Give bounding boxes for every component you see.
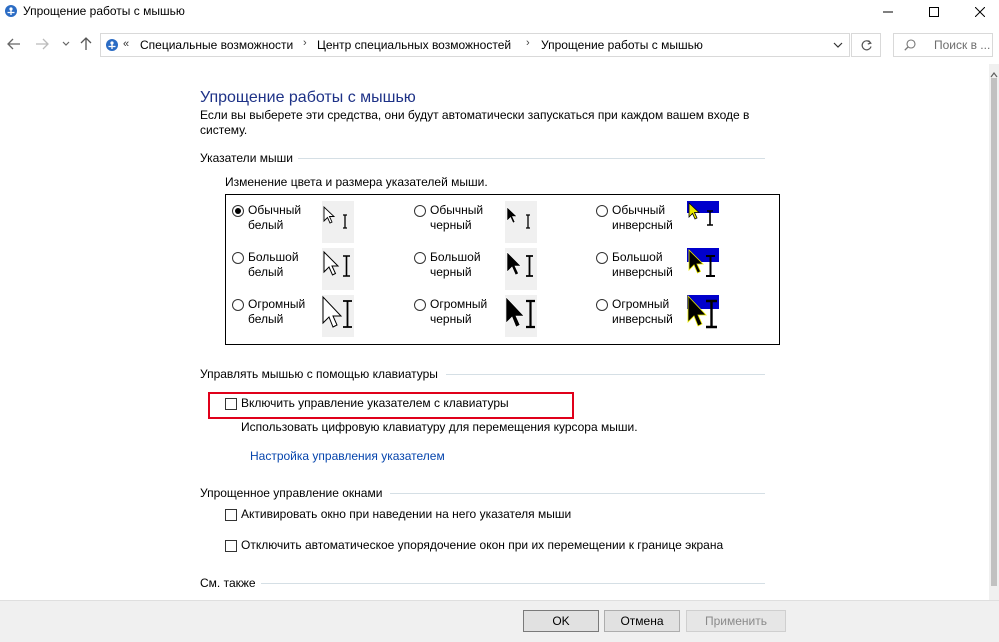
option-label: белый	[248, 265, 284, 279]
prevent-snap-checkbox-label[interactable]: Отключить автоматическое упорядочение окон при их перемещении к границе экрана	[241, 538, 724, 552]
option-label: черный	[430, 218, 472, 232]
page-title: Упрощение работы с мышью	[200, 89, 416, 106]
cursor-icon	[505, 248, 537, 290]
radio-button[interactable]	[232, 299, 244, 311]
option-label: Огромный	[612, 297, 670, 311]
breadcrumb-ease-of-access-center[interactable]: Центр специальных возможностей	[317, 38, 512, 52]
option-label: инверсный	[612, 312, 673, 326]
hover-activate-checkbox-label[interactable]: Активировать окно при наведении на него указателя мыши	[241, 507, 572, 521]
control-panel-icon	[105, 38, 119, 52]
radio-normal-inverse[interactable]	[596, 203, 684, 233]
option-label: Обычный	[430, 203, 484, 217]
radio-normal-black[interactable]	[414, 203, 502, 233]
cursor-preview-large-white	[322, 248, 354, 290]
option-label: Огромный	[248, 297, 306, 311]
back-button[interactable]	[6, 36, 22, 52]
scrollbar-thumb[interactable]	[991, 78, 997, 586]
option-label: инверсный	[612, 218, 673, 232]
cursor-icon	[505, 201, 537, 243]
option-label: Большой	[612, 250, 663, 264]
cursor-preview-huge-black	[505, 295, 537, 337]
section-divider	[298, 158, 765, 159]
radio-large-black[interactable]	[414, 250, 502, 280]
section-heading-see-also: См. также	[200, 576, 256, 590]
maximize-button[interactable]	[911, 0, 957, 24]
prevent-snap-checkbox[interactable]	[225, 540, 237, 552]
breadcrumb-accessibility[interactable]: Специальные возможности	[140, 38, 294, 52]
apply-button[interactable]: Применить	[686, 610, 786, 632]
recent-locations-button[interactable]	[58, 36, 74, 52]
radio-huge-inverse[interactable]	[596, 297, 684, 327]
forward-button[interactable]	[34, 36, 50, 52]
cursor-icon	[687, 295, 719, 337]
up-button[interactable]	[78, 36, 94, 52]
cursor-icon	[322, 295, 354, 337]
address-dropdown-button[interactable]	[833, 39, 843, 49]
vertical-scrollbar[interactable]	[989, 64, 999, 600]
radio-large-white[interactable]	[232, 250, 320, 280]
radio-large-inverse[interactable]	[596, 250, 684, 280]
mouse-keys-checkbox[interactable]	[225, 398, 237, 410]
radio-button[interactable]	[232, 252, 244, 264]
close-icon	[975, 7, 985, 17]
minimize-button[interactable]	[865, 0, 911, 24]
cursor-preview-huge-white	[322, 295, 354, 337]
cursor-preview-huge-inverse	[687, 295, 719, 337]
mouse-keys-description: Использовать цифровую клавиатуру для перемещения курсора мыши.	[241, 420, 638, 434]
radio-button[interactable]	[414, 252, 426, 264]
option-label: Большой	[248, 250, 299, 264]
option-label: черный	[430, 312, 472, 326]
cursor-preview-normal-inverse	[687, 201, 719, 243]
search-placeholder: Поиск в ...	[934, 38, 991, 52]
radio-button[interactable]	[596, 252, 608, 264]
radio-huge-black[interactable]	[414, 297, 502, 327]
search-icon	[904, 39, 916, 51]
breadcrumb-current-page[interactable]: Упрощение работы с мышью	[541, 38, 703, 52]
radio-button[interactable]	[414, 299, 426, 311]
navigation-bar	[0, 24, 999, 64]
chevron-down-icon	[62, 41, 70, 47]
option-label: черный	[430, 265, 472, 279]
cursor-icon	[687, 201, 719, 243]
radio-normal-white[interactable]	[232, 203, 320, 233]
address-bar[interactable]	[100, 33, 850, 57]
radio-button[interactable]	[596, 299, 608, 311]
arrow-right-icon	[35, 38, 49, 50]
hover-activate-checkbox[interactable]	[225, 509, 237, 521]
mouse-keys-settings-link[interactable]: Настройка управления указателем	[250, 449, 445, 463]
cursor-preview-normal-black	[505, 201, 537, 243]
arrow-left-icon	[7, 38, 21, 50]
cursor-preview-large-inverse	[687, 248, 719, 290]
maximize-icon	[929, 7, 939, 17]
breadcrumb-overflow[interactable]: «	[123, 38, 130, 50]
radio-huge-white[interactable]	[232, 297, 320, 327]
ok-button[interactable]: OK	[523, 610, 599, 632]
arrow-up-icon	[80, 37, 92, 51]
cursor-icon	[687, 248, 719, 290]
option-label: белый	[248, 218, 284, 232]
dialog-button-bar	[0, 600, 999, 642]
cursor-icon	[505, 295, 537, 337]
cursor-icon	[322, 201, 354, 243]
scroll-up-icon[interactable]	[990, 68, 998, 76]
option-label: Большой	[430, 250, 481, 264]
option-label: белый	[248, 312, 284, 326]
breadcrumb-separator[interactable]: ›	[303, 37, 307, 49]
search-input[interactable]	[893, 33, 993, 57]
option-label: Обычный	[612, 203, 666, 217]
section-divider	[261, 583, 765, 584]
breadcrumb-separator[interactable]: ›	[526, 37, 530, 49]
option-label: Огромный	[430, 297, 488, 311]
section-heading-window-management: Упрощенное управление окнами	[200, 486, 383, 500]
cursor-icon	[322, 248, 354, 290]
window-title: Упрощение работы с мышью	[23, 4, 185, 18]
pointers-caption: Изменение цвета и размера указателей мыши.	[225, 175, 488, 189]
section-heading-mouse-keys: Управлять мышью с помощью клавиатуры	[200, 367, 438, 381]
mouse-keys-checkbox-label[interactable]: Включить управление указателем с клавиатуры	[241, 396, 509, 410]
title-bar	[0, 0, 999, 24]
cursor-preview-normal-white	[322, 201, 354, 243]
option-label: Обычный	[248, 203, 302, 217]
chevron-down-icon	[833, 40, 843, 50]
minimize-icon	[883, 7, 893, 17]
close-button[interactable]	[957, 0, 999, 24]
section-heading-pointers: Указатели мыши	[200, 151, 293, 165]
page-intro: Если вы выберете эти средства, они будут автоматически запускаться при каждом вашем входе в систему.	[200, 108, 750, 137]
refresh-icon	[860, 39, 873, 52]
radio-button[interactable]	[232, 205, 244, 217]
cancel-button[interactable]: Отмена	[604, 610, 680, 632]
section-divider	[446, 374, 765, 375]
pointer-scheme-group	[225, 194, 780, 345]
cursor-preview-large-black	[505, 248, 537, 290]
control-panel-icon	[4, 4, 18, 18]
radio-button[interactable]	[596, 205, 608, 217]
section-divider	[390, 493, 765, 494]
radio-button[interactable]	[414, 205, 426, 217]
refresh-button[interactable]	[851, 33, 881, 57]
option-label: инверсный	[612, 265, 673, 279]
